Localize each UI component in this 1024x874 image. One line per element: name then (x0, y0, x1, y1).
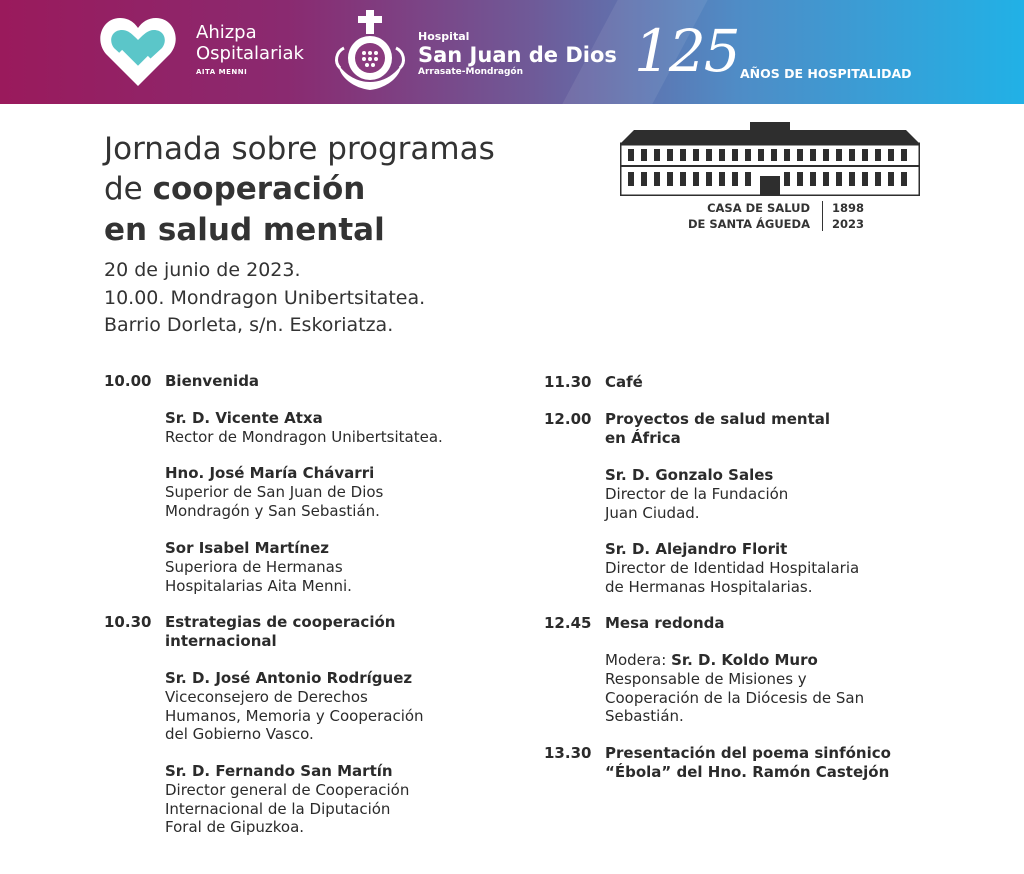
building-window (706, 172, 712, 186)
agenda-time-1330: 13.30 (544, 744, 592, 762)
agenda-title-line: Presentación del poema sinfónico (605, 744, 891, 762)
speaker-role-line: Mondragón y San Sebastián. (165, 501, 380, 520)
agenda-title-estrategias (165, 613, 395, 651)
building-window (823, 172, 829, 186)
heart-icon (98, 12, 178, 92)
speaker-name: Sor Isabel Martínez (165, 539, 329, 557)
speaker-role-line: Hospitalarias Aita Menni. (165, 576, 352, 595)
building-window (758, 149, 764, 161)
building-window (836, 149, 842, 161)
house-year2: 2023 (832, 217, 865, 231)
speaker-role-line: de Hermanas Hospitalarias. (605, 577, 813, 596)
building-window (875, 172, 881, 186)
building-window (797, 149, 803, 161)
agenda-time-1000: 10.00 (104, 372, 152, 390)
logo-ahizpa-line3: AITA MENNI (196, 68, 248, 76)
agenda-time-1245: 12.45 (544, 614, 592, 632)
agenda-title-line: internacional (165, 632, 277, 650)
building-window (836, 172, 842, 186)
building-window (784, 172, 790, 186)
building-window (849, 172, 855, 186)
building-window (641, 172, 647, 186)
agenda-title-bienvenida: Bienvenida (165, 372, 260, 390)
building-window (667, 149, 673, 161)
speaker-role-line: Internacional de la Diputación (165, 799, 391, 818)
speaker-role-line: Director de Identidad Hospitalaria (605, 559, 860, 577)
moderator-name: Sr. D. Koldo Muro (671, 651, 818, 669)
agenda-title-line: Estrategias de cooperación (165, 613, 396, 631)
speaker-role-line: Director general de Cooperación (165, 781, 410, 799)
speaker-name: Sr. D. Fernando San Martín (165, 762, 393, 780)
speaker-name: Sr. D. Vicente Atxa (165, 409, 323, 427)
building-window (628, 172, 634, 186)
house-separator (822, 201, 823, 231)
agenda-time-1200: 12.00 (544, 410, 592, 428)
building-icon (620, 122, 920, 196)
event-date: 20 de junio de 2023. (104, 259, 301, 281)
speaker-role (605, 485, 788, 522)
logo-hospital-line1: Hospital (418, 30, 470, 43)
agenda-title-line: en África (605, 429, 681, 447)
building-window (810, 149, 816, 161)
agenda-time-1030: 10.30 (104, 613, 152, 631)
speaker-role (165, 688, 424, 744)
house-years (832, 200, 864, 232)
speaker-role-line: Juan Ciudad. (605, 503, 700, 522)
building-window (719, 172, 725, 186)
event-place: 10.00. Mondragon Unibertsitatea. (104, 287, 426, 309)
title-line2 (104, 170, 365, 208)
title-line2-bold: cooperación (152, 171, 366, 207)
building-window (693, 149, 699, 161)
logo-ahizpa (196, 22, 304, 76)
pomegranate-cross-icon (330, 8, 410, 96)
logo-hospital-line3: Arrasate-Mondragón (418, 67, 524, 77)
house-year1: 1898 (832, 201, 865, 215)
building-window (875, 149, 881, 161)
moderator-line (605, 651, 818, 670)
anniversary-text: AÑOS DE HOSPITALIDAD (740, 66, 912, 81)
building-window (862, 149, 868, 161)
building-window (680, 149, 686, 161)
agenda-title-proyectos (605, 410, 830, 448)
speaker-role-line: Viceconsejero de Derechos (165, 688, 368, 706)
logo-ahizpa-line1: Ahizpa (196, 22, 257, 43)
building-window (680, 172, 686, 186)
speaker-role (165, 483, 383, 520)
building-window (810, 172, 816, 186)
building-window (862, 172, 868, 186)
title-line1: Jornada sobre programas (104, 131, 495, 167)
agenda-title-line: Proyectos de salud mental (605, 410, 831, 428)
speaker-role-line: Director de la Fundación (605, 485, 789, 503)
event-address: Barrio Dorleta, s/n. Eskoriatza. (104, 314, 394, 336)
building-window (719, 149, 725, 161)
building-window (667, 172, 673, 186)
speaker-role-line: Humanos, Memoria y Cooperación (165, 706, 424, 725)
logo-hospital (418, 30, 617, 77)
agenda-title-presentacion (605, 744, 891, 782)
title-line3: en salud mental (104, 212, 385, 248)
speaker-role (165, 428, 443, 447)
speaker-role (165, 781, 409, 837)
speaker-role-line: Superior de San Juan de Dios (165, 483, 384, 501)
building-window (693, 172, 699, 186)
building-window (888, 149, 894, 161)
header-banner (0, 0, 1024, 104)
moderator-role (605, 670, 864, 726)
anniversary-number: 125 (634, 17, 739, 85)
building-window (745, 172, 751, 186)
building-window (849, 149, 855, 161)
building-window (771, 149, 777, 161)
building-window (823, 149, 829, 161)
speaker-name: Sr. D. Gonzalo Sales (605, 466, 774, 484)
speaker-role-line: Foral de Gipuzkoa. (165, 818, 305, 837)
logo-hospital-line2: San Juan de Dios (418, 43, 617, 67)
building-window (706, 149, 712, 161)
moderator-role-line: Responsable de Misiones y (605, 670, 807, 688)
building-window (654, 149, 660, 161)
speaker-role-line: Rector de Mondragon Unibertsitatea. (165, 428, 443, 446)
logo-ahizpa-line2: Ospitalariak (196, 43, 304, 64)
house-name (650, 200, 810, 232)
building-window (654, 172, 660, 186)
speaker-name: Hno. José María Chávarri (165, 464, 375, 482)
agenda-title-line: “Ébola” del Hno. Ramón Castejón (605, 763, 890, 781)
house-line1: CASA DE SALUD (707, 201, 810, 215)
house-line2: DE SANTA ÁGUEDA (687, 217, 810, 231)
speaker-role-line: Superiora de Hermanas (165, 558, 343, 576)
building-window (797, 172, 803, 186)
building-window (732, 172, 738, 186)
title-line2-prefix: de (104, 171, 153, 207)
speaker-name: Sr. D. José Antonio Rodríguez (165, 669, 413, 687)
moderator-label: Modera: (605, 651, 672, 669)
building-window (641, 149, 647, 161)
speaker-name: Sr. D. Alejandro Florit (605, 540, 788, 558)
agenda-title-mesa: Mesa redonda (605, 614, 725, 632)
building-window (732, 149, 738, 161)
building-window (745, 149, 751, 161)
building-window (784, 149, 790, 161)
building-window (901, 172, 907, 186)
agenda-title-cafe: Café (605, 373, 643, 391)
building-window (901, 149, 907, 161)
speaker-role (605, 559, 859, 596)
agenda-time-1130: 11.30 (544, 373, 592, 391)
speaker-role (165, 558, 352, 595)
moderator-role-line: Sebastián. (605, 707, 684, 726)
building-window (628, 149, 634, 161)
speaker-role-line: del Gobierno Vasco. (165, 725, 314, 744)
building-window (888, 172, 894, 186)
moderator-role-line: Cooperación de la Diócesis de San (605, 688, 865, 707)
